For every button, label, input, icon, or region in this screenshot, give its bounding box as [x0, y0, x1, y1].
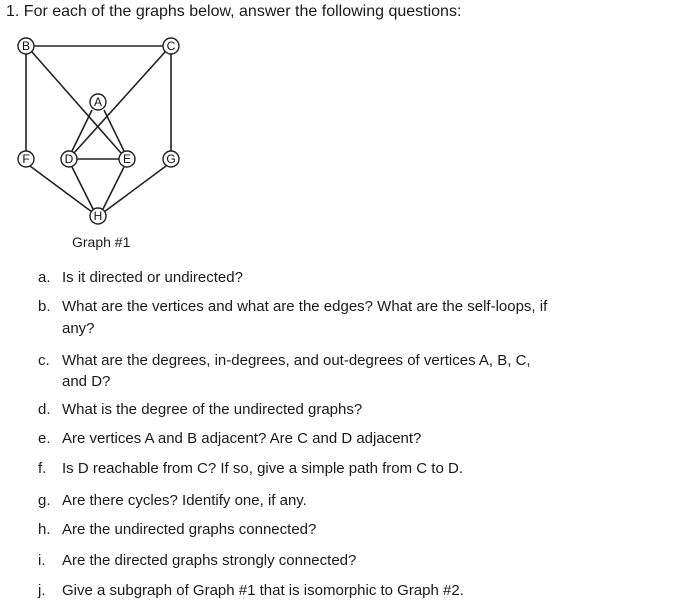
svg-text:E: E: [122, 152, 132, 166]
question-letter: h.: [38, 521, 51, 538]
question-letter: j.: [38, 582, 46, 599]
question-h: [38, 519, 316, 541]
node-c: [163, 38, 179, 54]
question-letter: b.: [38, 298, 51, 315]
node-d: [61, 151, 77, 167]
question-heading: 1. For each of the graphs below, answer the following questions:: [6, 3, 462, 20]
graph-edges: [26, 46, 171, 212]
question-text: Are the directed graphs strongly connected?: [62, 552, 357, 569]
node-e: [119, 151, 135, 167]
question-i: [38, 550, 356, 572]
edge-c-d: [74, 52, 165, 153]
question-text: Is D reachable from C? If so, give a simple path from C to D.: [62, 460, 463, 477]
node-b: [18, 38, 34, 54]
question-c: [38, 350, 531, 372]
question-f: [38, 458, 463, 480]
question-letter: c.: [38, 352, 50, 369]
edge-b-e: [32, 52, 121, 153]
svg-text:G: G: [166, 152, 176, 166]
svg-text:H: H: [93, 209, 103, 223]
question-text: Is it directed or undirected?: [62, 269, 243, 286]
question-text: Give a subgraph of Graph #1 that is isomorphic to Graph #2.: [62, 582, 464, 599]
question-letter: g.: [38, 492, 51, 509]
question-letter: a.: [38, 269, 51, 286]
question-text: Are there cycles? Identify one, if any.: [62, 492, 307, 509]
graph-caption: Graph #1: [72, 234, 131, 250]
question-b: [38, 296, 547, 318]
question-j: [38, 580, 464, 602]
edge-e-h: [103, 167, 124, 209]
svg-text:D: D: [64, 152, 74, 166]
question-a: [38, 267, 243, 289]
question-text: Are the undirected graphs connected?: [62, 521, 317, 538]
svg-text:A: A: [93, 95, 103, 109]
question-text: What are the vertices and what are the edges? What are the self-loops, if: [62, 298, 548, 315]
svg-text:C: C: [166, 39, 176, 53]
question-e: [38, 428, 421, 450]
question-text: What is the degree of the undirected graphs?: [62, 401, 363, 418]
question-letter: d.: [38, 401, 51, 418]
edge-d-h: [72, 167, 93, 209]
node-a: [90, 94, 106, 110]
node-g: [163, 151, 179, 167]
question-g: [38, 490, 307, 512]
question-letter: e.: [38, 430, 51, 447]
svg-text:B: B: [21, 39, 31, 53]
question-b-continued: any?: [62, 320, 95, 337]
question-c-continued: and D?: [62, 373, 111, 390]
question-text: What are the degrees, in-degrees, and out-degrees of vertices A, B, C,: [62, 352, 531, 369]
question-letter: i.: [38, 552, 46, 569]
node-h: [90, 208, 106, 224]
question-text: Are vertices A and B adjacent? Are C and D adjacent?: [62, 430, 422, 447]
svg-text:F: F: [22, 152, 30, 166]
node-f: [18, 151, 34, 167]
question-d: [38, 399, 362, 421]
question-letter: f.: [38, 460, 47, 477]
